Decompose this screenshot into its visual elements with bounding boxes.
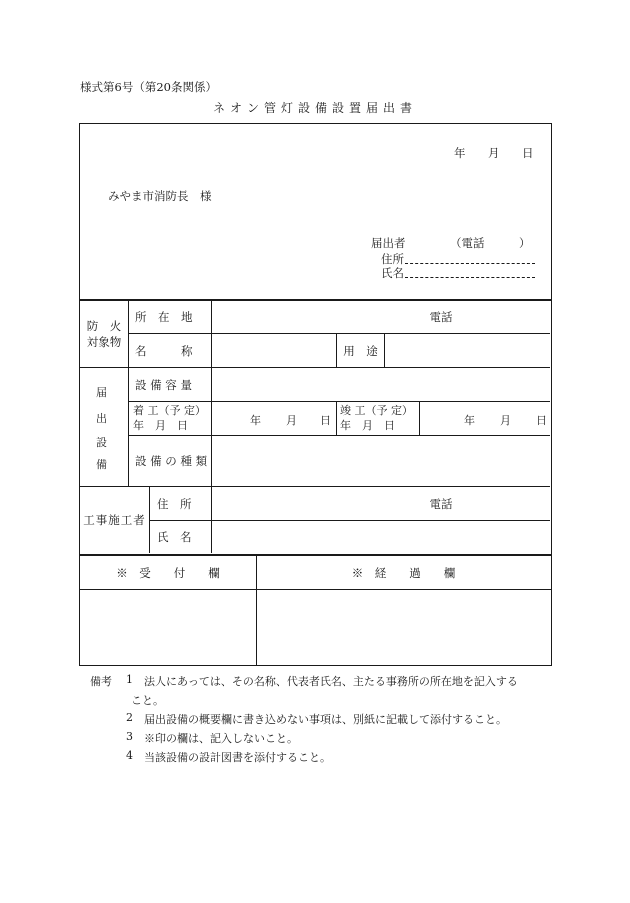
complete-day: 日: [536, 414, 547, 427]
form-title: ネオン管灯設備設置届出書: [212, 101, 417, 115]
note-text: 当該設備の設計図書を添付すること。: [144, 751, 331, 764]
start-date-label-2: 年 月 日: [133, 419, 188, 432]
notifier-phone-label: （電話 ）: [450, 236, 531, 250]
equipment-char: 届: [96, 386, 107, 399]
complete-date-label-2: 年 月 日: [340, 419, 395, 432]
capacity-label: 設 備 容 量: [135, 377, 192, 392]
note-text: 法人にあっては、その名称、代表者氏名、主たる事務所の所在地を記入する: [144, 675, 518, 688]
reception-field[interactable]: [80, 590, 256, 664]
notes-heading: 備考: [90, 675, 112, 688]
progress-field[interactable]: [257, 590, 550, 664]
equipment-char: 設: [96, 436, 107, 449]
target-name-field[interactable]: [212, 334, 336, 367]
equipment-type-label: 設 備 の 種 類: [135, 454, 208, 468]
complete-date-label: [340, 403, 413, 433]
equipment-char: 備: [96, 458, 107, 471]
complete-year: 年: [464, 414, 475, 427]
notifier-name-field[interactable]: [405, 277, 535, 278]
equipment-label: [80, 368, 128, 486]
start-date-label-1: 着 工（予 定）: [133, 404, 206, 417]
equipment-type-field[interactable]: [212, 436, 550, 486]
addressee: みやま市消防長 様: [108, 189, 212, 203]
date-day-label: 日: [522, 146, 534, 160]
complete-date-field[interactable]: [420, 402, 550, 435]
reception-header: ※ 受 付 欄: [116, 565, 220, 580]
fire-target-label-2: 対象物: [86, 334, 122, 349]
contractor-label: 工事施工者: [83, 513, 146, 527]
note-number: 2: [126, 711, 133, 724]
header-block: [79, 123, 552, 301]
fire-target-label: [80, 300, 128, 367]
contractor-phone-label: 電話: [429, 496, 453, 511]
usage-field[interactable]: [385, 334, 550, 367]
contractor-address-label: 住 所: [157, 496, 192, 511]
note-text: こと。: [131, 694, 164, 707]
note-number: 1: [126, 673, 133, 686]
note-text: ※印の欄は、記入しないこと。: [144, 732, 298, 745]
note-number: 4: [126, 749, 133, 762]
target-name-label: 名 称: [135, 343, 193, 358]
complete-month: 月: [500, 414, 511, 427]
date-year-label: 年: [454, 146, 466, 160]
complete-date-label-1: 竣 工（予 定）: [340, 404, 413, 417]
start-month: 月: [286, 414, 297, 427]
start-date-label: [133, 403, 206, 433]
progress-header: ※ 経 過 欄: [351, 565, 456, 580]
notifier-name-label: 氏名: [381, 266, 404, 280]
notifier-address-label: 住所: [381, 252, 404, 266]
start-day: 日: [320, 414, 331, 427]
form-number: 様式第6号（第20条関係）: [80, 80, 217, 94]
notifier-label: 届出者: [371, 236, 406, 250]
equipment-char: 出: [96, 412, 107, 425]
note-number: 3: [126, 730, 133, 743]
contractor-name-field[interactable]: [212, 521, 550, 553]
fire-target-label-1: 防 火: [86, 318, 122, 333]
start-date-field[interactable]: [212, 402, 336, 435]
contractor-address-field[interactable]: [212, 487, 550, 520]
contractor-name-label: 氏 名: [157, 530, 192, 544]
location-field[interactable]: [212, 300, 550, 333]
location-label: 所 在 地: [135, 309, 193, 324]
date-month-label: 月: [488, 146, 500, 160]
note-text: 届出設備の概要欄に書き込めない事項は、別紙に記載して添付すること。: [144, 713, 507, 726]
start-year: 年: [250, 414, 261, 427]
notifier-address-field[interactable]: [405, 263, 535, 264]
usage-label: 用 途: [343, 343, 378, 358]
capacity-field[interactable]: [212, 368, 550, 401]
location-phone-label: 電話: [429, 309, 453, 324]
